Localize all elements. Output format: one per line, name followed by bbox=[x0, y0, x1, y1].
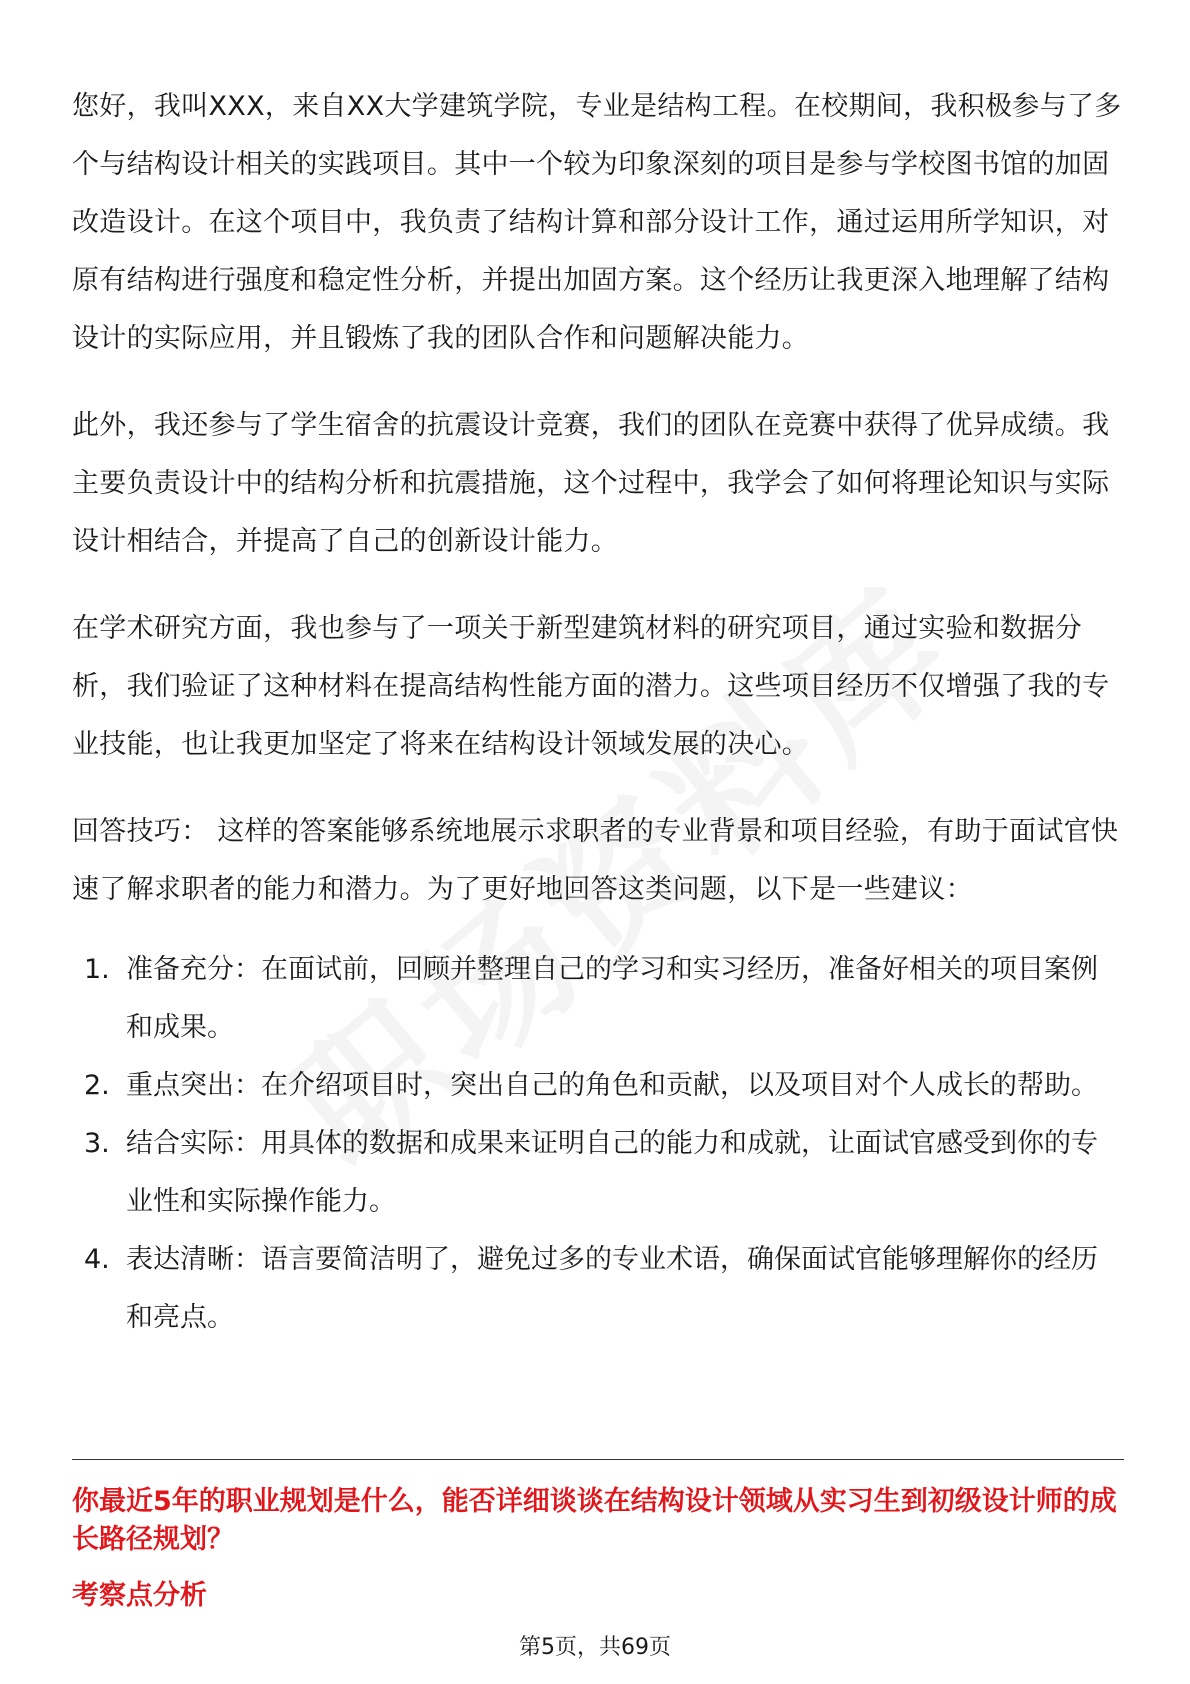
list-item-number: 2. bbox=[84, 1070, 110, 1101]
section-divider bbox=[72, 1459, 1124, 1460]
list-item bbox=[72, 1115, 1124, 1231]
next-question-heading: 你最近5年的职业规划是什么，能否详细谈谈在结构设计领域从实习生到初级设计师的成长路径规划？ bbox=[72, 1486, 1117, 1555]
paragraph-answer-tips: 回答技巧： 这样的答案能够系统地展示求职者的专业背景和项目经验，有助于面试官快速了解求职者的能力和潜力。为了更好地回答这类问题，以下是一些建议： bbox=[72, 816, 1119, 905]
list-item-number: 3. bbox=[84, 1128, 110, 1159]
paragraph-research: 在学术研究方面，我也参与了一项关于新型建筑材料的研究项目，通过实验和数据分析，我们验证了这种材料在提高结构性能方面的潜力。这些项目经历不仅增强了我的专业技能，也让我更加坚定了将来在结构设计领域发展的决心。 bbox=[72, 613, 1110, 760]
paragraph-competition: 此外，我还参与了学生宿舍的抗震设计竞赛，我们的团队在竞赛中获得了优异成绩。我主要负责设计中的结构分析和抗震措施，这个过程中，我学会了如何将理论知识与实际设计相结合，并提高了自己的创新设计能力。 bbox=[72, 410, 1110, 557]
list-item bbox=[72, 1057, 1124, 1115]
page-body bbox=[72, 78, 1124, 1347]
list-item-number: 4. bbox=[84, 1244, 110, 1275]
tips-list bbox=[72, 941, 1124, 1347]
list-item bbox=[72, 1231, 1124, 1347]
list-item-text: 结合实际：用具体的数据和成果来证明自己的能力和成就，让面试官感受到你的专业性和实际操作能力。 bbox=[126, 1128, 1098, 1217]
list-item-text: 表达清晰：语言要简洁明了，避免过多的专业术语，确保面试官能够理解你的经历和亮点。 bbox=[126, 1244, 1098, 1333]
section-title: 考察点分析 bbox=[72, 1580, 207, 1611]
list-item-number: 1. bbox=[84, 954, 110, 985]
list-item-text: 重点突出：在介绍项目时，突出自己的角色和贡献，以及项目对个人成长的帮助。 bbox=[126, 1070, 1098, 1101]
paragraph-intro: 您好，我叫XXX，来自XX大学建筑学院，专业是结构工程。在校期间，我积极参与了多个与结构设计相关的实践项目。其中一个较为印象深刻的项目是参与学校图书馆的加固改造设计。在这个项目中，我负责了结构计算和部分设计工作，通过运用所学知识，对原有结构进行强度和稳定性分析，并提出加固方案。这个经历让我更深入地理解了结构设计的实际应用，并且锻炼了我的团队合作和问题解决能力。 bbox=[72, 91, 1122, 354]
list-item-text: 准备充分：在面试前，回顾并整理自己的学习和实习经历，准备好相关的项目案例和成果。 bbox=[126, 954, 1098, 1043]
list-item bbox=[72, 941, 1124, 1057]
page-footer: 第5页，共69页 bbox=[519, 1635, 671, 1660]
